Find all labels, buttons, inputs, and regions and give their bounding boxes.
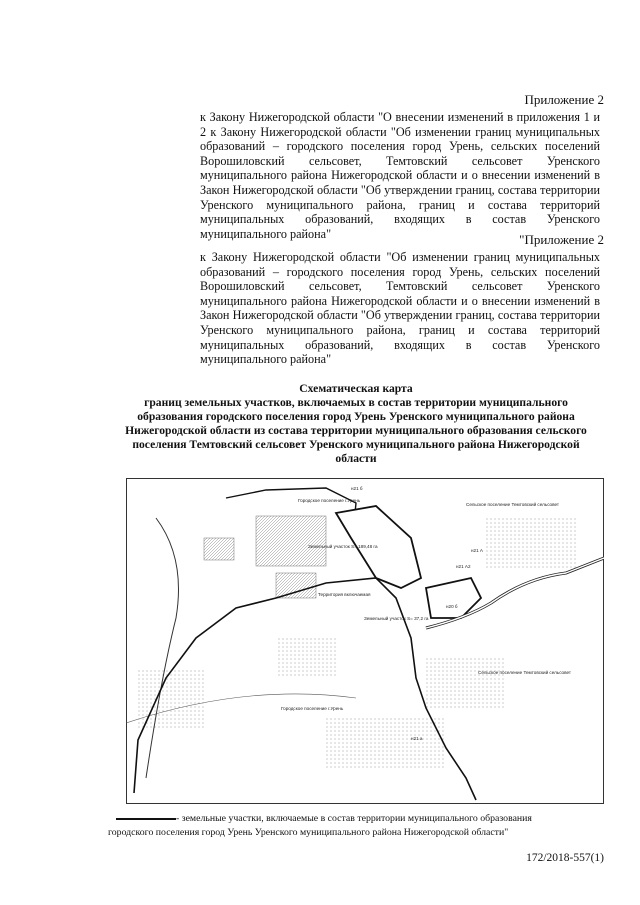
map-label-town-top: Городское поселение г.Урень [298,498,361,503]
map-title-line-6: области [335,452,377,465]
forest-area [426,658,506,708]
map-label-town-bottom: Городское поселение г.Урень [281,706,344,711]
map-title-line-1: Схематическая карта [299,382,413,395]
schematic-map [126,478,604,804]
appendix-1-text: к Закону Нижегородской области "О внесении изменений в приложения 1 и 2 к Закону Нижегородской области "Об изменении границ муниципальных образований – городского поселения город Урень, сельских поселений Ворошиловский сельсовет, Темтовский сельсовет Уренского муниципального района Нижегородской области и о внесении изменений в Закон Нижегородской области "Об утверждении границ, состава территории Уренского муниципального района, границ и состава территорий муниципальных образований, входящих в состав Уренского муниципального района" [200,110,600,241]
document-number: 172/2018-557(1) [526,852,604,864]
map-title-line-4: Нижегородской области из состава территории муниципального образования сельского [125,424,587,437]
map-label-point: н21 А [471,548,483,553]
legend-line-symbol [116,818,176,820]
map-title [106,382,606,466]
town-block [204,538,234,560]
map-label-temtovsky-bottom: Сельское поселение Темтовский сельсовет [478,670,571,675]
appendix-2-text: к Закону Нижегородской области "Об изменении границ муниципальных образований – городского поселения город Урень, сельских поселений Ворошиловский сельсовет, Темтовский сельсовет Уренского муниципального района Нижегородской области и о внесении изменений в Закон Нижегородской области "Об утверждении границ, состава территории Уренского муниципального района, границ и состава территорий муниципальных образований, входящих в состав Уренского муниципального района" [200,250,600,367]
legend-text-line-1: - земельные участки, включаемые в состав территории муниципального образования [176,813,532,824]
legend-text-line-2: городского поселения город Урень Уренского муниципального района Нижегородской области" [108,827,509,838]
map-label-point: н20 б [446,604,458,609]
map-label-point: н21 а [411,736,423,741]
forest-area [486,518,576,568]
appendix-1-title: Приложение 2 [524,92,604,107]
forest-area [276,638,336,678]
map-label-temtovsky-top: Сельское поселение Темтовский сельсовет [466,502,559,507]
map-label-plot-small: Земельный участок S= 37,2 га [364,616,429,621]
map-label-plot-big: Земельный участок S= 189,48 га [308,544,378,549]
forest-area [136,668,206,728]
town-block [256,516,326,566]
forest-area [326,718,446,768]
map-label-point: н21 б [351,486,363,491]
map-title-line-2: границ земельных участков, включаемых в состав территории муниципального [144,396,568,409]
appendix-2-title: "Приложение 2 [519,232,604,247]
map-title-line-3: образования городского поселения город Урень Уренского муниципального района [137,410,575,423]
map-title-line-5: поселения Темтовский сельсовет Уренского муниципального района Нижегородской [132,438,580,451]
map-label-territory: Территория включаемая [318,592,371,597]
map-label-point: н21 А2 [456,564,471,569]
town-block [276,573,316,598]
